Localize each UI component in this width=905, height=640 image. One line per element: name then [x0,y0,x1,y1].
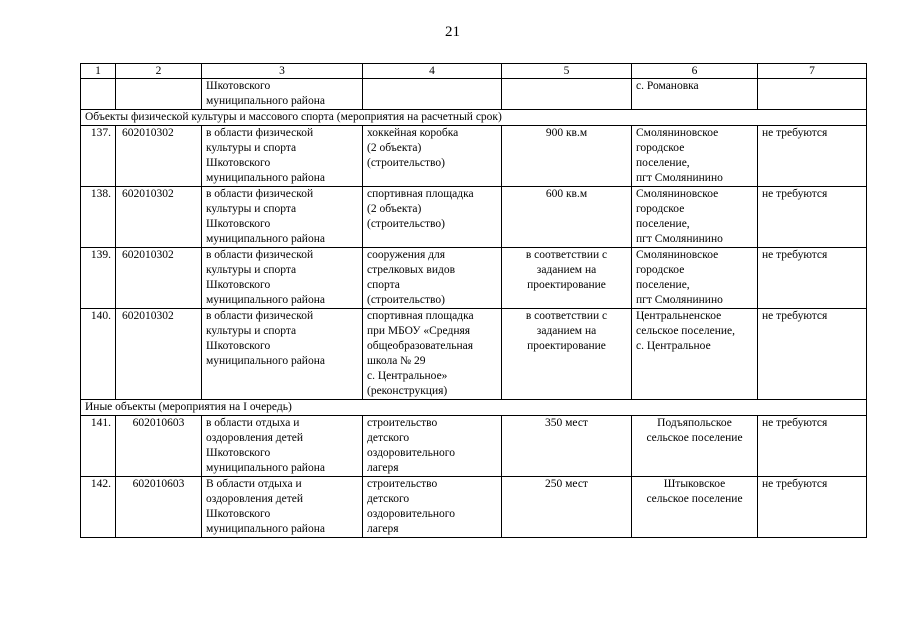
text-line: лагеря [367,462,399,474]
text-line: пгт Смолянинино [636,172,723,184]
text-line: общеобразовательная [367,340,473,352]
text-line: муниципального района [206,95,325,107]
text-line: (строительство) [367,218,445,230]
text-line: сельское поселение [646,493,743,505]
text-line: поселение, [636,279,690,291]
cell-purpose [202,79,363,110]
text-line: 350 мест [545,417,588,429]
text-line: строительство [367,417,438,429]
table-row [81,309,867,400]
cell-location [632,126,758,187]
text-line: 900 кв.м [545,127,588,139]
text-line: муниципального района [206,233,325,245]
text-line: 600 кв.м [545,188,588,200]
text-line: школа № 29 [367,355,426,367]
text-line: Шкотовского [206,447,271,459]
cell-location [632,79,758,110]
text-line: с. Центральное» [367,370,448,382]
text-line: проектирование [527,279,606,291]
text-line: Центральненское [636,310,722,322]
cell-zones: не требуются [758,126,867,187]
text-line: поселение, [636,157,690,169]
cell-capacity [502,248,632,309]
cell-object [363,79,502,110]
text-line: Смоляниновское [636,249,719,261]
cell-capacity [502,187,632,248]
text-line: оздоровительного [367,447,455,459]
text-line: хоккейная коробка [367,127,459,139]
text-line: в соответствии с [525,249,608,261]
cell-purpose [202,187,363,248]
text-line: детского [367,432,410,444]
text-line: городское [636,264,685,276]
text-line: муниципального района [206,294,325,306]
table-row [81,187,867,248]
cell-code: 602010302 [116,248,202,309]
text-line: (строительство) [367,157,445,169]
cell-object [363,309,502,400]
cell-purpose [202,126,363,187]
cell-location [632,248,758,309]
text-line: В области отдыха и [206,478,302,490]
text-line: культуры и спорта [206,142,297,154]
cell-num: 142. [81,477,116,538]
text-line: заданием на [536,264,597,276]
text-line: строительство [367,478,438,490]
column-number: 4 [363,64,502,79]
text-line: в области физической [206,127,314,139]
column-number: 6 [632,64,758,79]
cell-purpose [202,477,363,538]
text-line: спортивная площадка [367,188,474,200]
cell-location [632,416,758,477]
cell-purpose [202,416,363,477]
text-line: при МБОУ «Средняя [367,325,471,337]
column-number: 2 [116,64,202,79]
text-line: (реконструкция) [367,385,448,397]
cell-object [363,126,502,187]
cell-purpose [202,248,363,309]
text-line: Шкотовского [206,80,271,92]
text-line: оздоровления детей [206,432,304,444]
table-row [81,248,867,309]
table-row [81,416,867,477]
cell-num: 140. [81,309,116,400]
cell-location [632,187,758,248]
cell-code: 602010302 [116,126,202,187]
text-line: городское [636,203,685,215]
table-row [81,126,867,187]
section-title: Объекты физической культуры и массового спорта (мероприятия на расчетный срок) [81,110,867,126]
cell-zones: не требуются [758,187,867,248]
text-line: Смоляниновское [636,188,719,200]
cell-num [81,79,116,110]
cell-code: 602010603 [116,416,202,477]
cell-num: 138. [81,187,116,248]
text-line: муниципального района [206,523,325,535]
text-line: муниципального района [206,462,325,474]
text-line: муниципального района [206,172,325,184]
text-line: Штыковское [663,478,726,490]
cell-location [632,477,758,538]
text-line: пгт Смолянинино [636,233,723,245]
objects-table [80,63,867,538]
cell-capacity [502,309,632,400]
column-number: 3 [202,64,363,79]
text-line: пгт Смолянинино [636,294,723,306]
text-line: заданием на [536,325,597,337]
cell-code: 602010302 [116,187,202,248]
cell-capacity [502,477,632,538]
cell-capacity [502,79,632,110]
text-line: Шкотовского [206,279,271,291]
text-line: (строительство) [367,294,445,306]
text-line: (2 объекта) [367,203,422,215]
cell-zones [758,79,867,110]
text-line: Подъяпольское [657,417,732,429]
column-number-row [81,64,867,79]
text-line: спорта [367,279,400,291]
text-line: 250 мест [545,478,588,490]
text-line: лагеря [367,523,399,535]
text-line: детского [367,493,410,505]
section-row [81,110,867,126]
cell-num: 139. [81,248,116,309]
cell-object [363,248,502,309]
text-line: городское [636,142,685,154]
text-line: спортивная площадка [367,310,474,322]
column-number: 7 [758,64,867,79]
section-title: Иные объекты (мероприятия на I очередь) [81,400,867,416]
text-line: (2 объекта) [367,142,422,154]
text-line: поселение, [636,218,690,230]
cell-object [363,477,502,538]
text-line: Шкотовского [206,157,271,169]
cell-code [116,79,202,110]
text-line: с. Романовка [636,80,699,92]
text-line: культуры и спорта [206,203,297,215]
text-line: Шкотовского [206,508,271,520]
table-row [81,477,867,538]
cell-zones: не требуются [758,309,867,400]
cell-code: 602010603 [116,477,202,538]
column-number: 5 [502,64,632,79]
continuation-row [81,79,867,110]
text-line: проектирование [527,340,606,352]
cell-zones: не требуются [758,477,867,538]
cell-code: 602010302 [116,309,202,400]
cell-purpose [202,309,363,400]
text-line: культуры и спорта [206,325,297,337]
text-line: муниципального района [206,355,325,367]
text-line: Шкотовского [206,340,271,352]
cell-num: 141. [81,416,116,477]
page-number: 21 [445,24,460,40]
cell-zones: не требуются [758,416,867,477]
text-line: в области физической [206,249,314,261]
text-line: Смоляниновское [636,127,719,139]
cell-zones: не требуются [758,248,867,309]
text-line: в соответствии с [525,310,608,322]
cell-location [632,309,758,400]
cell-capacity [502,416,632,477]
text-line: Шкотовского [206,218,271,230]
cell-num: 137. [81,126,116,187]
text-line: сельское поселение [646,432,743,444]
text-line: стрелковых видов [367,264,456,276]
text-line: в области физической [206,310,314,322]
cell-capacity [502,126,632,187]
column-number: 1 [81,64,116,79]
text-line: в области физической [206,188,314,200]
section-row [81,400,867,416]
text-line: в области отдыха и [206,417,300,429]
text-line: с. Центральное [636,340,711,352]
cell-object [363,416,502,477]
text-line: сельское поселение, [636,325,735,337]
text-line: оздоровительного [367,508,455,520]
text-line: культуры и спорта [206,264,297,276]
cell-object [363,187,502,248]
text-line: сооружения для [367,249,446,261]
text-line: оздоровления детей [206,493,304,505]
